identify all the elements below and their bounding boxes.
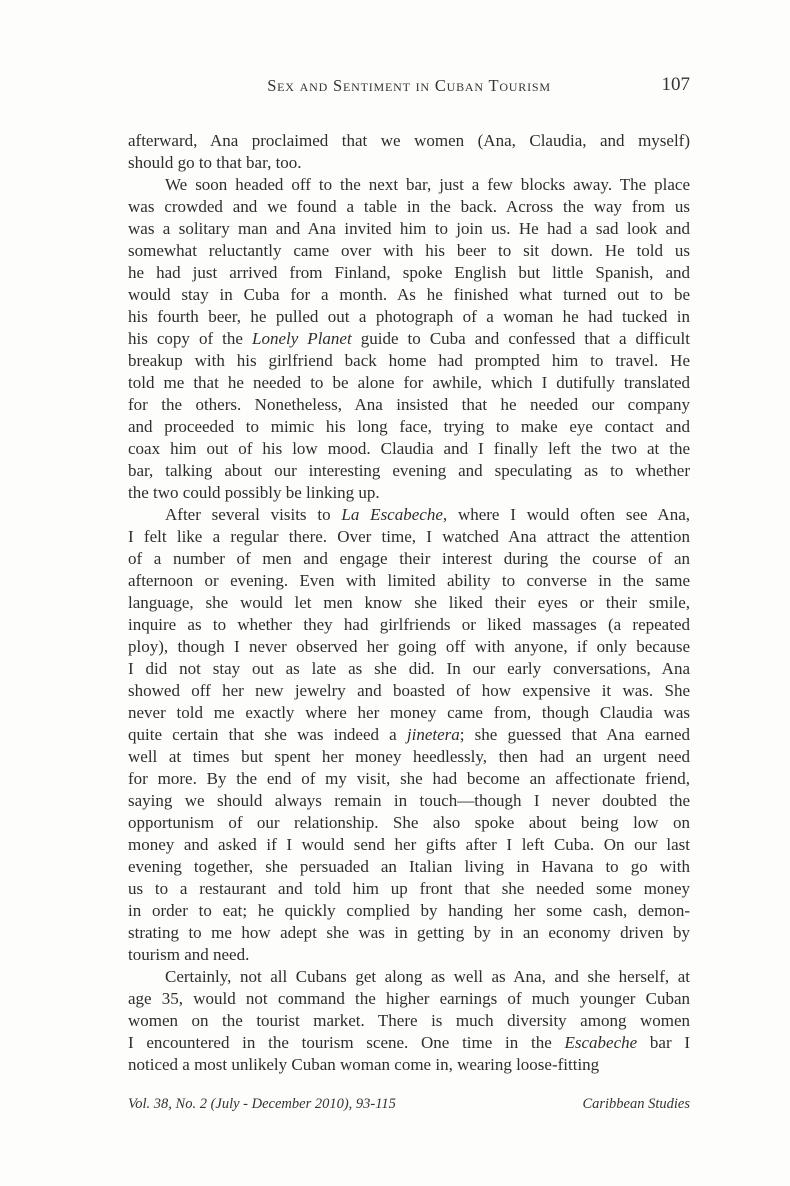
text-run: language, she would let men know she liked their eyes or their smile, — [128, 593, 690, 612]
text-run: noticed a most unlikely Cuban woman come in, wearing loose-fitting — [128, 1055, 600, 1074]
text-line — [128, 878, 690, 900]
text-line — [128, 768, 690, 790]
text-line — [128, 416, 690, 438]
text-line — [128, 570, 690, 592]
text-line — [128, 702, 690, 724]
text-run: bar, talking about our interesting evening and speculating as to whether — [128, 461, 690, 480]
paragraph — [128, 966, 690, 1076]
text-run: for more. By the end of my visit, she had become an affectionate friend, — [128, 769, 690, 788]
footer-journal-name: Caribbean Studies — [582, 1096, 690, 1112]
text-run: age 35, would not command the higher earnings of much younger Cuban — [128, 989, 690, 1008]
text-run: was a solitary man and Ana invited him to join us. He had a sad look and — [128, 219, 690, 238]
text-run: told me that he needed to be alone for awhile, which I dutifully translated — [128, 373, 690, 392]
text-line — [128, 592, 690, 614]
text-run: evening together, she persuaded an Italian living in Havana to go with — [128, 857, 690, 876]
text-line — [128, 218, 690, 240]
text-run: quite certain that she was indeed a — [128, 725, 407, 744]
text-line — [128, 196, 690, 218]
text-line — [128, 1010, 690, 1032]
paragraph — [128, 504, 690, 966]
text-line — [128, 680, 690, 702]
text-line — [128, 856, 690, 878]
text-run: somewhat reluctantly came over with his beer to sit down. He told us — [128, 241, 690, 260]
text-run: of a number of men and engage their interest during the course of an — [128, 549, 690, 568]
text-run: I felt like a regular there. Over time, I watched Ana attract the attention — [128, 527, 690, 546]
text-line — [128, 526, 690, 548]
paragraph — [128, 174, 690, 504]
text-line — [128, 306, 690, 328]
text-line — [128, 636, 690, 658]
text-run: his fourth beer, he pulled out a photograph of a woman he had tucked in — [128, 307, 690, 326]
footer-citation: Vol. 38, No. 2 (July - December 2010), 93-115 — [128, 1096, 396, 1112]
text-run: would stay in Cuba for a month. As he finished what turned out to be — [128, 285, 690, 304]
text-run: women on the tourist market. There is much diversity among women — [128, 1011, 690, 1030]
page-footer — [128, 1096, 690, 1113]
text-line — [128, 790, 690, 812]
text-run: showed off her new jewelry and boasted of how expensive it was. She — [128, 681, 690, 700]
text-run: breakup with his girlfriend back home had prompted him to travel. He — [128, 351, 690, 370]
text-line — [128, 328, 690, 350]
text-line — [128, 548, 690, 570]
text-run: coax him out of his low mood. Claudia and I finally left the two at the — [128, 439, 690, 458]
text-line — [128, 1032, 690, 1054]
text-run: he had just arrived from Finland, spoke English but little Spanish, and — [128, 263, 690, 282]
running-head-title: Sex and Sentiment in Cuban Tourism — [267, 76, 551, 95]
text-line — [128, 614, 690, 636]
text-line — [128, 438, 690, 460]
text-line — [128, 482, 690, 504]
text-line — [128, 922, 690, 944]
text-run: Certainly, not all Cubans get along as well as Ana, and she herself, at — [165, 967, 690, 986]
text-run: , where I would often see Ana, — [442, 505, 690, 524]
text-run: inquire as to whether they had girlfriends or liked massages (a repeated — [128, 615, 690, 634]
text-line — [128, 240, 690, 262]
text-line — [128, 130, 690, 152]
text-run: should go to that bar, too. — [128, 153, 302, 172]
text-run: well at times but spent her money heedlessly, then had an urgent need — [128, 747, 690, 766]
text-run: and proceeded to mimic his long face, trying to make eye contact and — [128, 417, 690, 436]
text-line — [128, 284, 690, 306]
text-run: afterward, Ana proclaimed that we women (Ana, Claudia, and myself) — [128, 131, 690, 150]
text-run: never told me exactly where her money came from, though Claudia was — [128, 703, 690, 722]
text-run: tourism and need. — [128, 945, 250, 964]
text-run: for the others. Nonetheless, Ana insisted that he needed our company — [128, 395, 690, 414]
text-run: was crowded and we found a table in the back. Across the way from us — [128, 197, 690, 216]
text-run: the two could possibly be linking up. — [128, 483, 380, 502]
text-line — [128, 900, 690, 922]
text-line — [128, 504, 690, 526]
text-line — [128, 372, 690, 394]
text-line — [128, 174, 690, 196]
text-line — [128, 834, 690, 856]
text-line — [128, 988, 690, 1010]
text-line — [128, 746, 690, 768]
text-run: After several visits to — [165, 505, 342, 524]
text-run: ; she guessed that Ana earned — [459, 725, 690, 744]
text-run: We soon headed off to the next bar, just a few blocks away. The place — [165, 175, 690, 194]
text-run: strating to me how adept she was in getting by in an economy driven by — [128, 923, 690, 942]
text-run: his copy of the — [128, 329, 252, 348]
text-line — [128, 394, 690, 416]
text-run: saying we should always remain in touch—though I never doubted the — [128, 791, 690, 810]
text-run: opportunism of our relationship. She also spoke about being low on — [128, 813, 690, 832]
text-line — [128, 152, 690, 174]
text-line — [128, 658, 690, 680]
text-run: afternoon or evening. Even with limited ability to converse in the same — [128, 571, 690, 590]
article-body — [128, 130, 690, 1076]
text-line — [128, 944, 690, 966]
paragraph — [128, 130, 690, 174]
italic-run: Lonely Planet — [252, 329, 352, 348]
italic-run: La Escabeche — [341, 505, 443, 524]
italic-run: Escabeche — [564, 1033, 638, 1052]
text-line — [128, 966, 690, 988]
text-line — [128, 262, 690, 284]
text-line — [128, 724, 690, 746]
text-run: in order to eat; he quickly complied by handing her some cash, demon- — [128, 901, 690, 920]
text-run: bar I — [637, 1033, 690, 1052]
text-line — [128, 460, 690, 482]
page-number: 107 — [661, 74, 690, 95]
page-header — [128, 74, 690, 100]
text-line — [128, 350, 690, 372]
text-run: ploy), though I never observed her going off with anyone, if only because — [128, 637, 690, 656]
text-line — [128, 1054, 690, 1076]
italic-run: jinetera — [406, 725, 460, 744]
text-run: guide to Cuba and confessed that a difficult — [351, 329, 690, 348]
text-run: I encountered in the tourism scene. One time in the — [128, 1033, 565, 1052]
text-run: us to a restaurant and told him up front that she needed some money — [128, 879, 690, 898]
text-line — [128, 812, 690, 834]
text-run: money and asked if I would send her gifts after I left Cuba. On our last — [128, 835, 690, 854]
text-run: I did not stay out as late as she did. In our early conversations, Ana — [128, 659, 690, 678]
